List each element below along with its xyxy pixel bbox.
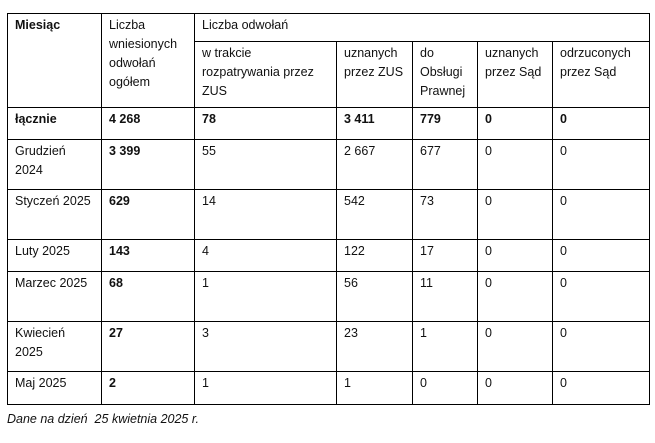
- cell-rejected-court: 0: [553, 140, 650, 190]
- cell-legal-service: 1: [413, 322, 478, 372]
- cell-accepted-court: 0: [478, 322, 553, 372]
- row-month: Grudzień 2024: [8, 140, 102, 190]
- cell-in-review-zus: 55: [195, 140, 337, 190]
- cell-accepted-court: 0: [478, 108, 553, 140]
- cell-accepted-zus: 122: [337, 240, 413, 272]
- cell-total-filed: 629: [102, 190, 195, 240]
- cell-rejected-court: 0: [553, 190, 650, 240]
- row-month: Styczeń 2025: [8, 190, 102, 240]
- table-row: [8, 190, 650, 240]
- cell-total-filed: 27: [102, 322, 195, 372]
- cell-accepted-court: 0: [478, 140, 553, 190]
- header-legal-service: do Obsługi Prawnej: [413, 42, 478, 108]
- cell-legal-service: 779: [413, 108, 478, 140]
- header-accepted-zus: uznanych przez ZUS: [337, 42, 413, 108]
- cell-rejected-court: 0: [553, 272, 650, 322]
- header-appeals-group: Liczba odwołań: [195, 14, 650, 42]
- cell-rejected-court: 0: [553, 322, 650, 372]
- header-in-review-zus: w trakcie rozpatrywania przez ZUS: [195, 42, 337, 108]
- cell-in-review-zus: 4: [195, 240, 337, 272]
- table-row-total: [8, 108, 650, 140]
- cell-accepted-court: 0: [478, 240, 553, 272]
- table-row: [8, 140, 650, 190]
- cell-in-review-zus: 78: [195, 108, 337, 140]
- cell-in-review-zus: 1: [195, 372, 337, 405]
- cell-rejected-court: 0: [553, 108, 650, 140]
- cell-accepted-zus: 3 411: [337, 108, 413, 140]
- cell-rejected-court: 0: [553, 240, 650, 272]
- table-row: [8, 240, 650, 272]
- row-month: Kwiecień 2025: [8, 322, 102, 372]
- cell-accepted-zus: 56: [337, 272, 413, 322]
- cell-legal-service: 11: [413, 272, 478, 322]
- row-month: Marzec 2025: [8, 272, 102, 322]
- cell-in-review-zus: 14: [195, 190, 337, 240]
- cell-in-review-zus: 3: [195, 322, 337, 372]
- cell-accepted-court: 0: [478, 272, 553, 322]
- cell-legal-service: 677: [413, 140, 478, 190]
- cell-rejected-court: 0: [553, 372, 650, 405]
- cell-accepted-zus: 23: [337, 322, 413, 372]
- header-rejected-court: odrzuconych przez Sąd: [553, 42, 650, 108]
- data-date-footnote: Dane na dzień 25 kwietnia 2025 r.: [7, 412, 200, 426]
- header-accepted-court: uznanych przez Sąd: [478, 42, 553, 108]
- cell-total-filed: 4 268: [102, 108, 195, 140]
- cell-total-filed: 3 399: [102, 140, 195, 190]
- header-month: Miesiąc: [8, 14, 102, 108]
- cell-legal-service: 17: [413, 240, 478, 272]
- appeals-table: [7, 13, 650, 405]
- cell-total-filed: 143: [102, 240, 195, 272]
- cell-total-filed: 68: [102, 272, 195, 322]
- cell-accepted-court: 0: [478, 190, 553, 240]
- row-label: łącznie: [8, 108, 102, 140]
- cell-legal-service: 0: [413, 372, 478, 405]
- table-row: [8, 322, 650, 372]
- table-row: [8, 372, 650, 405]
- cell-accepted-court: 0: [478, 372, 553, 405]
- cell-in-review-zus: 1: [195, 272, 337, 322]
- cell-accepted-zus: 1: [337, 372, 413, 405]
- header-total-filed: Liczba wniesionych odwołań ogółem: [102, 14, 195, 108]
- cell-legal-service: 73: [413, 190, 478, 240]
- cell-total-filed: 2: [102, 372, 195, 405]
- cell-accepted-zus: 2 667: [337, 140, 413, 190]
- cell-accepted-zus: 542: [337, 190, 413, 240]
- row-month: Luty 2025: [8, 240, 102, 272]
- row-month: Maj 2025: [8, 372, 102, 405]
- table-row: [8, 272, 650, 322]
